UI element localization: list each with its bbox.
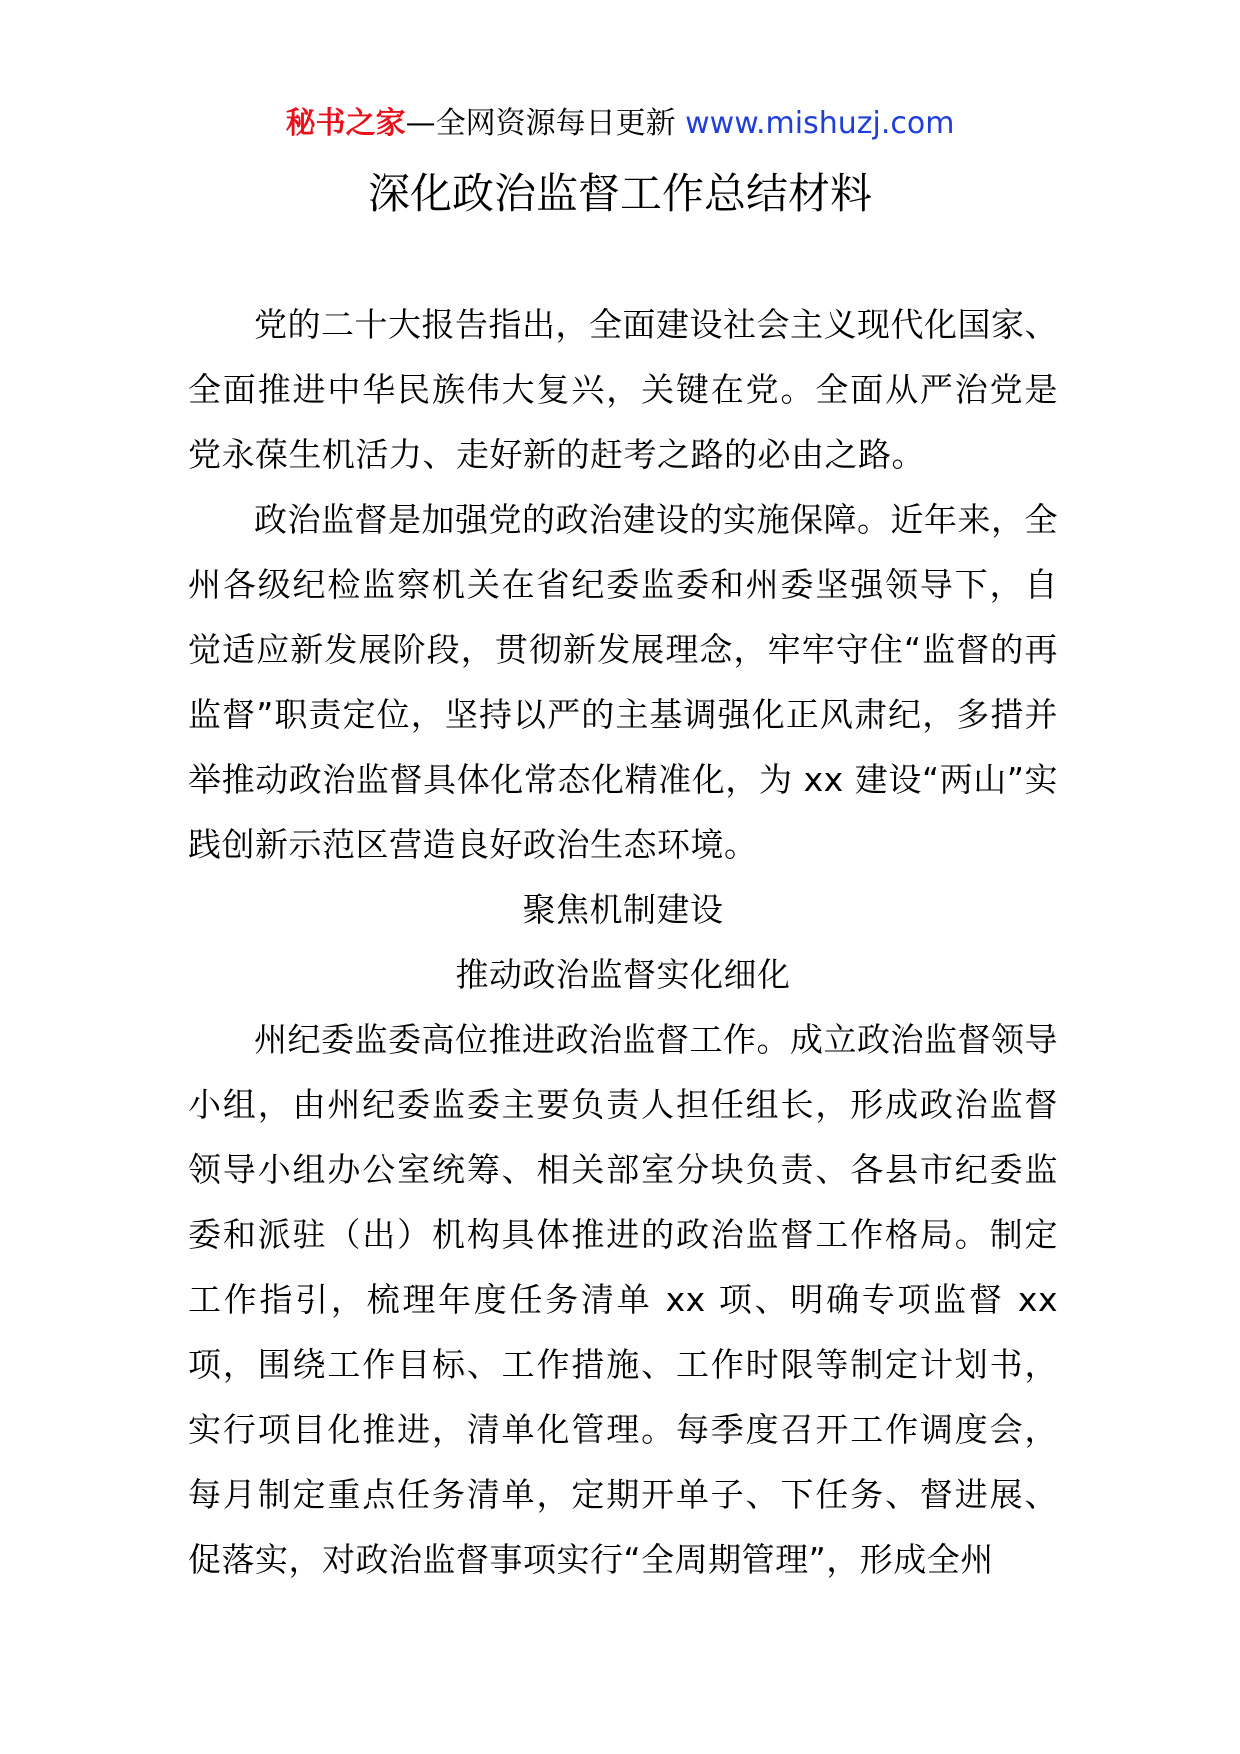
document-title: 深化政治监督工作总结材料 <box>367 169 872 218</box>
site-brand: 秘书之家 <box>285 106 406 141</box>
section-paragraph: 州纪委监委高位推进政治监督工作。成立政治监督领导小组，由州纪委监委主要负责人担任组长，形成政治监督领导小组办公室统筹、相关部室分块负责、各县市纪委监委和派驻（出）机构具体推进的政治监督工作格局。制定工作指引，梳理年度任务清单 xx 项、明确专项监督 xx 项，围绕工作目标、工作措施、工作时限等制定计划书，实行项目化推进，清单化管理。每季度召开工作调度会，每月制定重点任务清单，定期开单子、下任务、督进展、促落实，对政治监督事项实行“全周期管理”，形成全州 <box>188 1020 1058 1579</box>
body-paragraph-2: 政治监督是加强党的政治建设的实施保障。近年来，全州各级纪检监察机关在省纪委监委和州委坚强领导下，自觉适应新发展阶段，贯彻新发展理念，牢牢守住“监督的再监督”职责定位，坚持以严的主基调强化正风肃纪，多措并举推动政治监督具体化常态化精准化，为 xx 建设“两山”实践创新示范区营造良好政治生态环境。 <box>188 500 1058 864</box>
section-heading-1: 聚焦机制建设 <box>522 890 724 929</box>
body-paragraph-1: 党的二十大报告指出，全面建设社会主义现代化国家、全面推进中华民族伟大复兴，关键在党。全面从严治党是党永葆生机活力、走好新的赶考之路的必由之路。 <box>188 305 1058 474</box>
document-body <box>188 292 1058 1592</box>
site-url-link[interactable]: www.mishuzj.com <box>685 106 955 141</box>
site-tagline: —全网资源每日更新 <box>405 106 686 141</box>
site-header <box>0 104 1240 144</box>
section-heading-2: 推动政治监督实化细化 <box>455 955 791 994</box>
